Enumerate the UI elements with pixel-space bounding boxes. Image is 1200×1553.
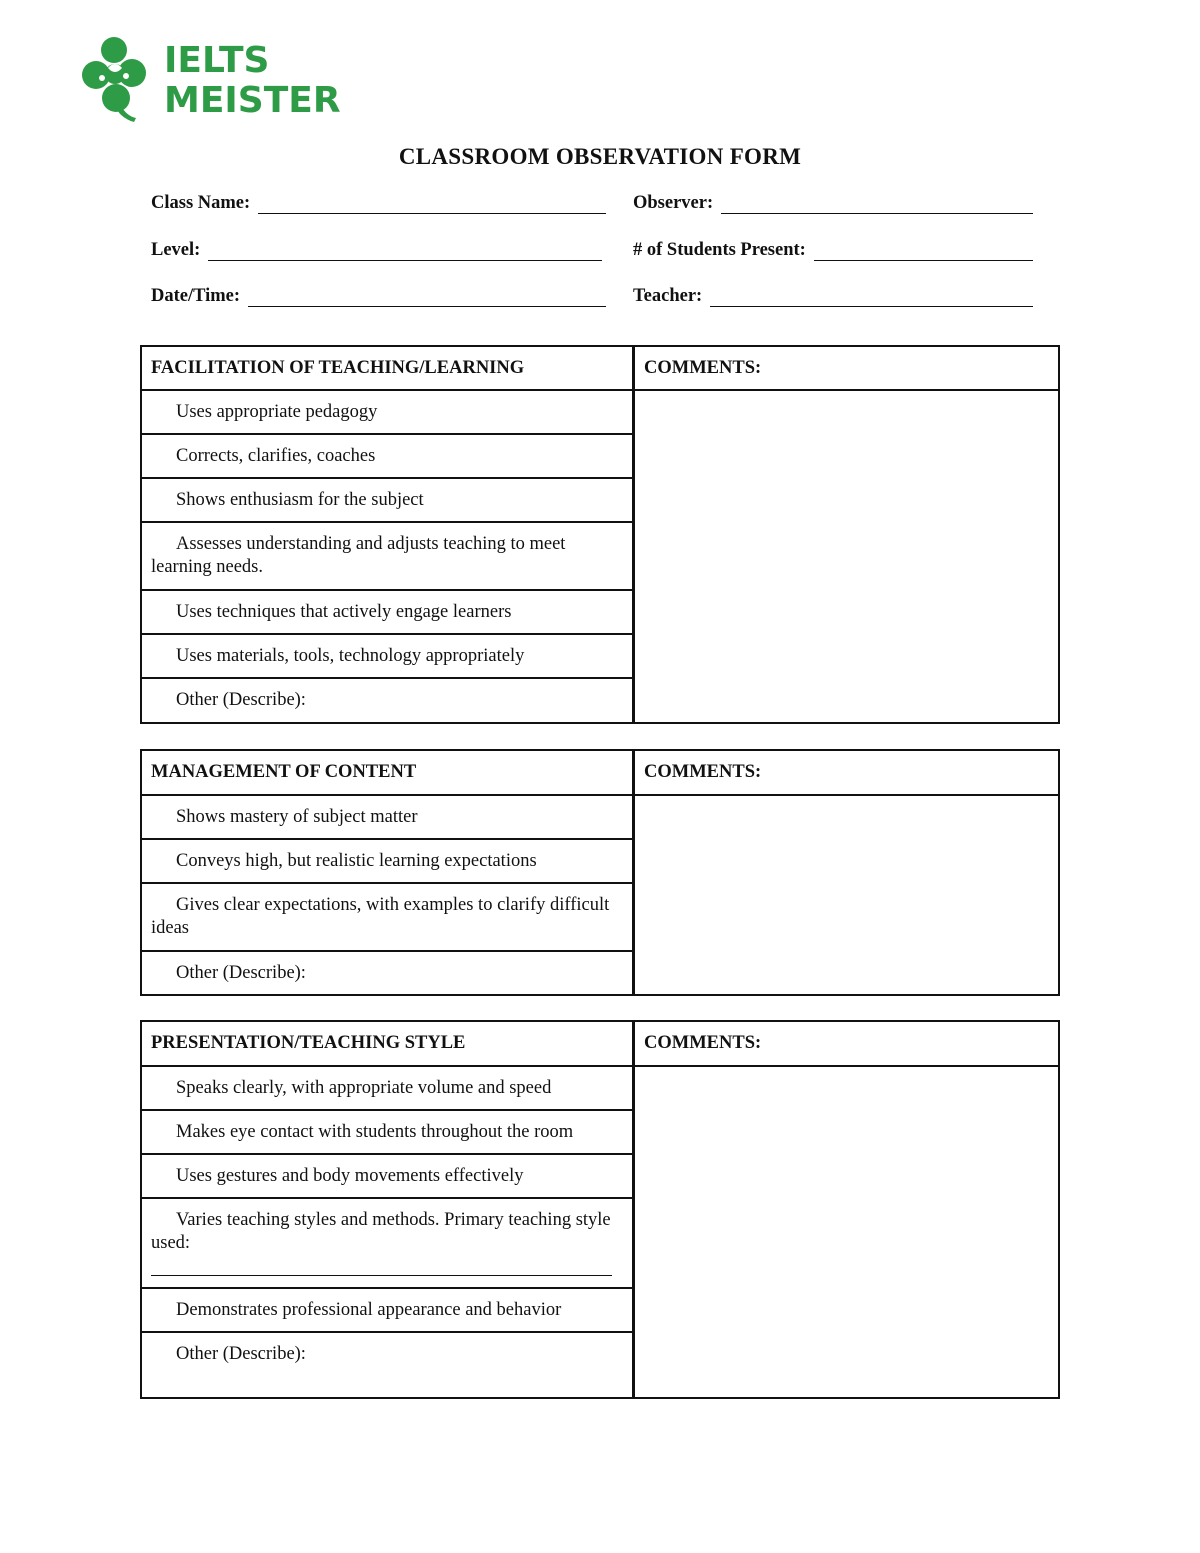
checklist-item[interactable]: Shows enthusiasm for the subject [141, 478, 634, 522]
class-name-field[interactable] [151, 190, 606, 214]
checklist-item[interactable]: Shows mastery of subject matter [141, 795, 634, 839]
checklist-item[interactable]: Other (Describe): [141, 951, 634, 995]
checklist-item[interactable]: Uses appropriate pedagogy [141, 390, 634, 434]
level-field[interactable] [151, 237, 602, 261]
checklist-item[interactable]: Speaks clearly, with appropriate volume and speed [141, 1066, 634, 1110]
checklist-item[interactable]: Other (Describe): [141, 1332, 634, 1398]
svg-text:MEISTER: MEISTER [164, 80, 341, 121]
observer-label: Observer: [633, 193, 714, 213]
presentation-section-table [140, 1020, 1060, 1399]
section-title: PRESENTATION/TEACHING STYLE [141, 1021, 634, 1066]
checklist-item[interactable]: Assesses understanding and adjusts teaching to meet learning needs. [141, 522, 634, 590]
checklist-item[interactable]: Uses materials, tools, technology appropriately [141, 634, 634, 678]
class-name-blank[interactable] [258, 195, 606, 214]
checklist-item[interactable]: Makes eye contact with students throughout the room [141, 1110, 634, 1154]
checklist-item[interactable]: Uses techniques that actively engage learners [141, 590, 634, 634]
comments-box[interactable] [634, 1066, 1060, 1398]
comments-box[interactable] [634, 795, 1060, 995]
checklist-item[interactable]: Other (Describe): [141, 678, 634, 723]
teacher-field[interactable] [633, 283, 1033, 307]
checklist-item[interactable]: Varies teaching styles and methods. Primary teaching style used: [141, 1198, 634, 1288]
comments-box[interactable] [634, 390, 1060, 723]
checklist-item[interactable]: Demonstrates professional appearance and behavior [141, 1288, 634, 1332]
observer-blank[interactable] [721, 195, 1033, 214]
students-present-blank[interactable] [814, 242, 1033, 261]
level-blank[interactable] [208, 242, 602, 261]
checklist-item[interactable]: Conveys high, but realistic learning expectations [141, 839, 634, 883]
date-time-field[interactable] [151, 283, 606, 307]
form-title: CLASSROOM OBSERVATION FORM [398, 144, 802, 169]
class-name-label: Class Name: [151, 193, 251, 213]
section-title: FACILITATION OF TEACHING/LEARNING [141, 346, 634, 390]
ielts-meister-logo [74, 30, 354, 122]
date-time-blank[interactable] [248, 288, 606, 307]
teacher-label: Teacher: [633, 286, 703, 306]
students-present-label: # of Students Present: [633, 240, 806, 260]
comments-label: COMMENTS: [634, 346, 1060, 390]
checklist-item[interactable]: Uses gestures and body movements effectively [141, 1154, 634, 1198]
management-section-table [140, 749, 1060, 996]
facilitation-section-table [140, 345, 1060, 724]
comments-label: COMMENTS: [634, 1021, 1060, 1066]
comments-label: COMMENTS: [634, 750, 1060, 795]
clover-logo-icon [74, 30, 354, 122]
checklist-item[interactable]: Gives clear expectations, with examples to clarify difficult ideas [141, 883, 634, 951]
date-time-label: Date/Time: [151, 286, 241, 306]
students-present-field[interactable] [633, 237, 1033, 261]
teacher-blank[interactable] [710, 288, 1033, 307]
section-title: MANAGEMENT OF CONTENT [141, 750, 634, 795]
level-label: Level: [151, 240, 201, 260]
svg-text:IELTS: IELTS [164, 40, 270, 81]
teaching-style-blank[interactable] [151, 1275, 612, 1276]
checklist-item[interactable]: Corrects, clarifies, coaches [141, 434, 634, 478]
observer-field[interactable] [633, 190, 1033, 214]
